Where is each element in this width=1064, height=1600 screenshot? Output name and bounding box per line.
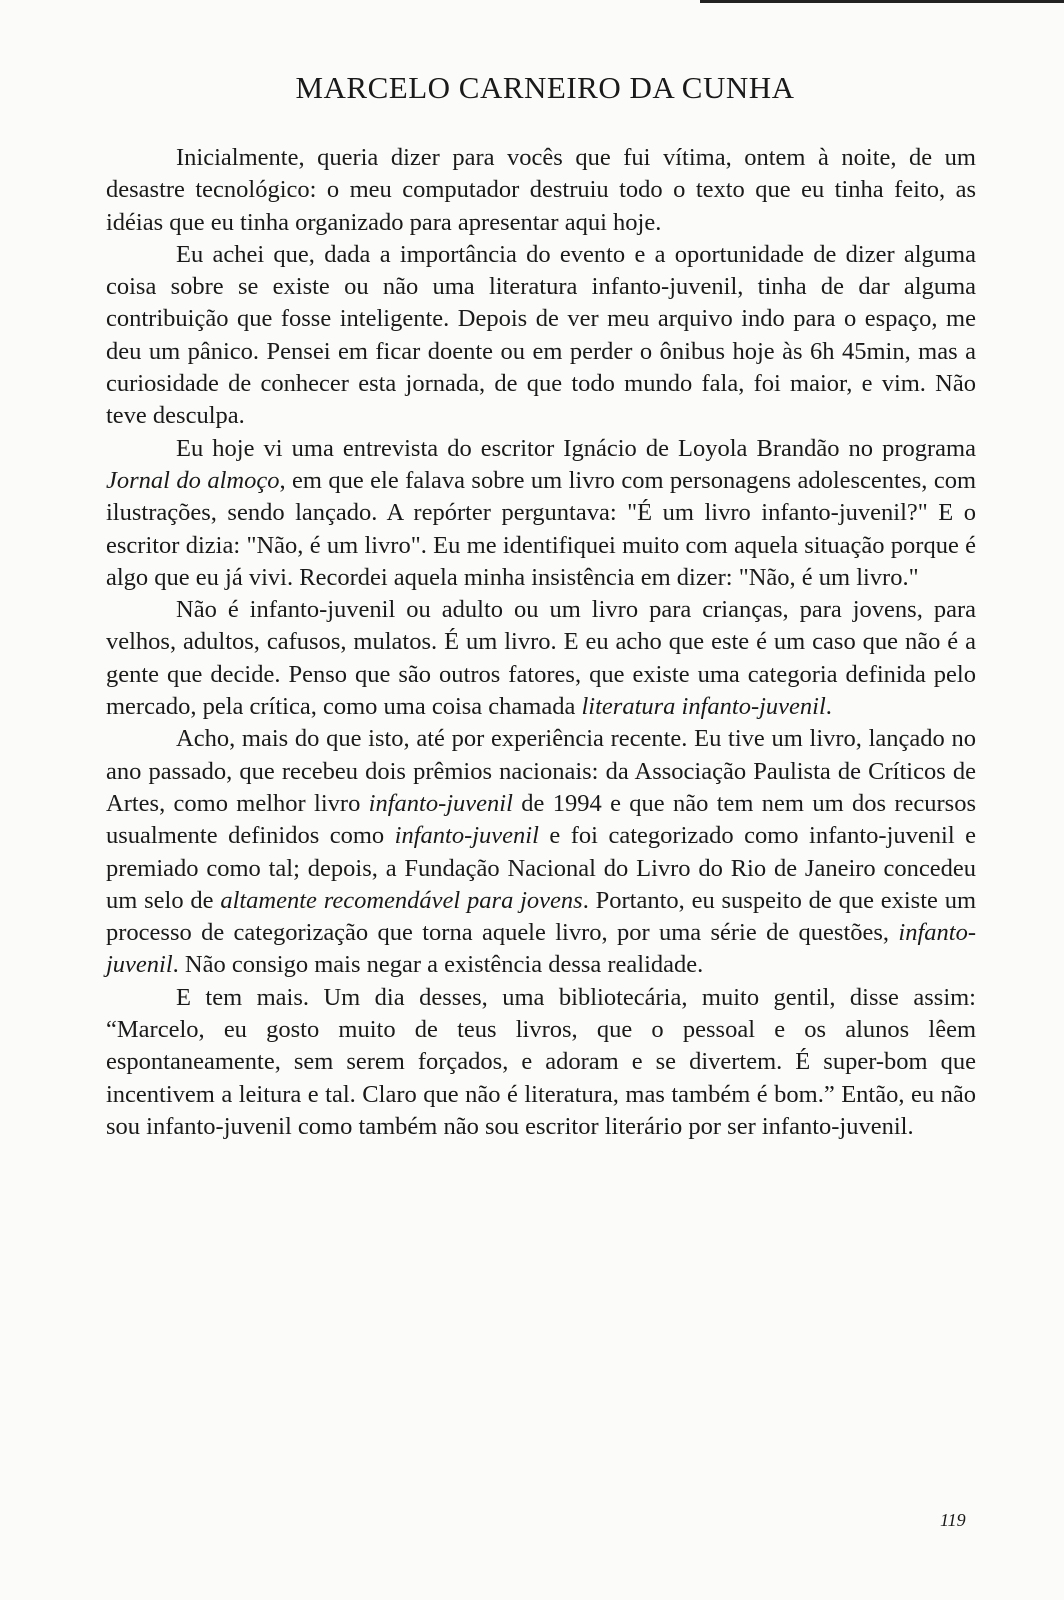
paragraph-text: Eu hoje vi uma entrevista do escritor Ignácio de Loyola Brandão no programa [176, 434, 976, 462]
paragraph-text: e foi categorizado como infanto-juvenil e premiado como tal; depois, a Fundação Nacional do Livro do Rio de Janeiro concedeu um selo de [106, 822, 976, 914]
paragraph-text: E tem mais. Um dia desses, uma bibliotecária, muito gentil, disse assim: “Marcelo, eu gosto muito de teus livros, que o pessoal e os alunos lêem espontaneamente, sem serem forçados, e adoram e se divertem. É super-bom que incentivem a leitura e tal. Claro que não é literatura, mas também é bom.” Então, eu não sou infanto-juvenil como também não sou escritor literário por ser infanto-juvenil. [106, 983, 976, 1140]
paragraph-text: Inicialmente, queria dizer para vocês que fui vítima, ontem à noite, de um desastre tecnológico: o meu computador destruiu todo o texto que eu tinha feito, as idéias que eu tinha organizado para apresentar aqui hoje. [106, 144, 976, 236]
italic-text: infanto-juvenil [368, 789, 513, 817]
paragraph [106, 982, 976, 1143]
italic-text: Jornal do almoço [106, 466, 280, 494]
paragraph-text: Eu achei que, dada a importância do evento e a oportunidade de dizer alguma coisa sobre se existe ou não uma literatura infanto-juvenil, tinha de dar alguma contribuição que fosse inteligente. Depois de ver meu arquivo indo para o espaço, me deu um pânico. Pensei em ficar doente ou em perder o ônibus hoje às 6h 45min, mas a curiosidade de conhecer esta jornada, de que todo mundo fala, foi maior, e vim. Não teve desculpa. [106, 240, 976, 430]
paragraph-text: de 1994 e que não tem nem um dos recursos usualmente definidos como [106, 789, 976, 850]
italic-text: literatura infanto-juvenil [581, 693, 826, 721]
paragraph-text: Não é infanto-juvenil ou adulto ou um livro para crianças, para jovens, para velhos, adultos, cafusos, mulatos. É um livro. E eu acho que este é um caso que não é a gente que decide. Penso que são outros fatores, que existe uma categoria definida pelo mercado, pela crítica, como uma coisa chamada [106, 596, 976, 721]
paragraph [106, 723, 976, 981]
paragraph-text: Acho, mais do que isto, até por experiência recente. Eu tive um livro, lançado no ano passado, que recebeu dois prêmios nacionais: da Associação Paulista de Críticos de Artes, como melhor livro [106, 725, 976, 817]
italic-text: infanto-juvenil [394, 822, 539, 850]
page-number: 119 [940, 1510, 966, 1530]
paragraph [106, 239, 976, 433]
italic-text: altamente recomendável para jovens [220, 886, 583, 914]
paragraph-text: . Não consigo mais negar a existência dessa realidade. [172, 951, 704, 979]
paragraph [106, 594, 976, 723]
italic-text: infanto-juvenil [106, 919, 976, 979]
paragraph-text: . Portanto, eu suspeito de que existe um processo de categorização que torna aquele livro, por uma série de questões, [106, 886, 977, 947]
paragraph-text: , em que ele falava sobre um livro com personagens adolescentes, com ilustrações, sendo lançado. A repórter perguntava: "É um livro infanto-juvenil?" E o escritor dizia: "Não, é um livro". Eu me identifiquei muito com aquela situação porque é algo que eu já vivi. Recordei aquela minha insistência em dizer: "Não, é um livro." [106, 466, 976, 591]
page-title: MARCELO CARNEIRO DA CUNHA [295, 70, 795, 105]
paragraph [106, 433, 976, 594]
top-edge-rule [700, 0, 1064, 3]
paragraph [106, 142, 976, 239]
paragraph-text: . [825, 693, 832, 721]
body-text [106, 142, 976, 1143]
